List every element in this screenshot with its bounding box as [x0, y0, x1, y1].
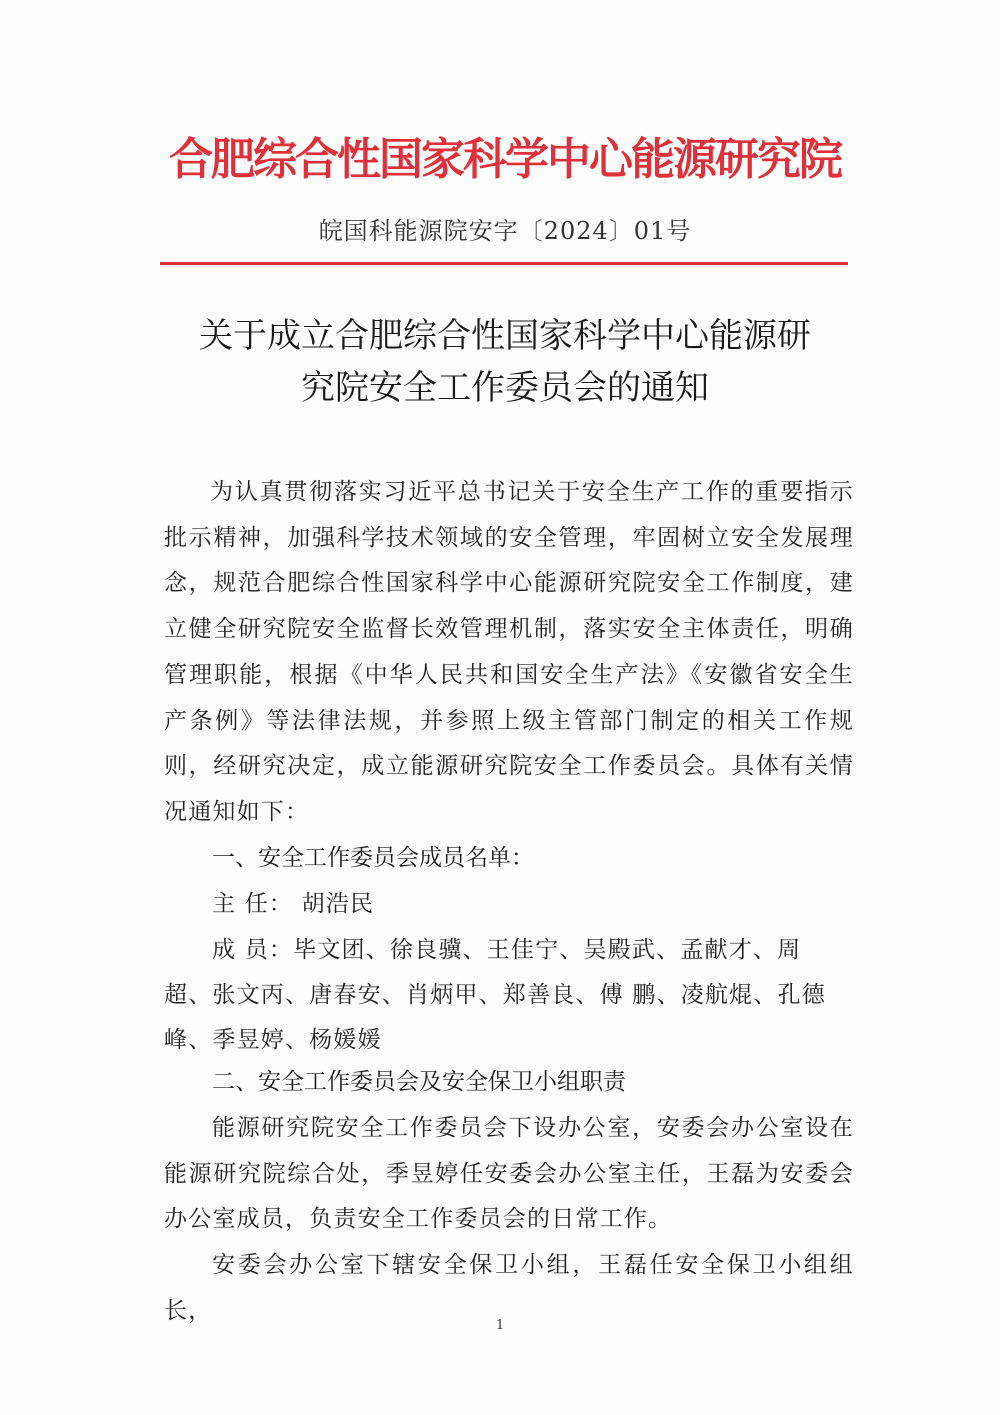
- security-group-paragraph: 安委会办公室下辖安全保卫小组，王磊任安全保卫小组组长，: [164, 1252, 854, 1324]
- red-divider-line: [160, 262, 848, 265]
- office-paragraph: 能源研究院安全工作委员会下设办公室，安委会办公室设在能源研究院综合处，季昱婷任安委会办公室主任，王磊为安委会办公室成员，负责安全工作委员会的日常工作。: [164, 1115, 854, 1233]
- document-title: [160, 310, 850, 414]
- title-line-2: 究院安全工作委员会的通知: [301, 368, 709, 408]
- members-label: 成 员：: [212, 937, 294, 963]
- document-number: 皖国科能源院安字〔2024〕01号: [318, 217, 692, 245]
- intro-paragraph: 为认真贯彻落实习近平总书记关于安全生产工作的重要指示批示精神，加强科学技术领域的安全管理，牢固树立安全发展理念，规范合肥综合性国家科学中心能源研究院安全工作制度，建立健全研究院安全监督长效管理机制，落实安全主体责任，明确管理职能，根据《中华人民共和国安全生产法》《安徽省安全生产条例》等法律法规，并参照上级主管部门制定的相关工作规则，经研究决定，成立能源研究院安全工作委员会。具体有关情况通知如下：: [164, 479, 854, 825]
- organization-header: 合肥综合性国家科学中心能源研究院: [169, 134, 841, 185]
- title-line-1: 关于成立合肥综合性国家科学中心能源研: [199, 316, 811, 356]
- section-1-heading: 一、安全工作委员会成员名单：: [212, 845, 534, 871]
- members-list: 毕文团、徐良骥、王佳宁、吴殿武、孟献才、周 超、张文丙、唐春安、肖炳甲、郑善良、傅 鹏、凌航焜、孔德峰、季昱婷、杨媛媛: [164, 937, 826, 1053]
- page-number: 1: [495, 1318, 505, 1333]
- members-row: [164, 928, 854, 1063]
- director-row: [212, 884, 374, 924]
- director-name: 胡浩民: [301, 891, 375, 917]
- director-label: 主 任：: [212, 891, 294, 917]
- section-2-heading: 二、安全工作委员会及安全保卫小组职责: [212, 1069, 626, 1095]
